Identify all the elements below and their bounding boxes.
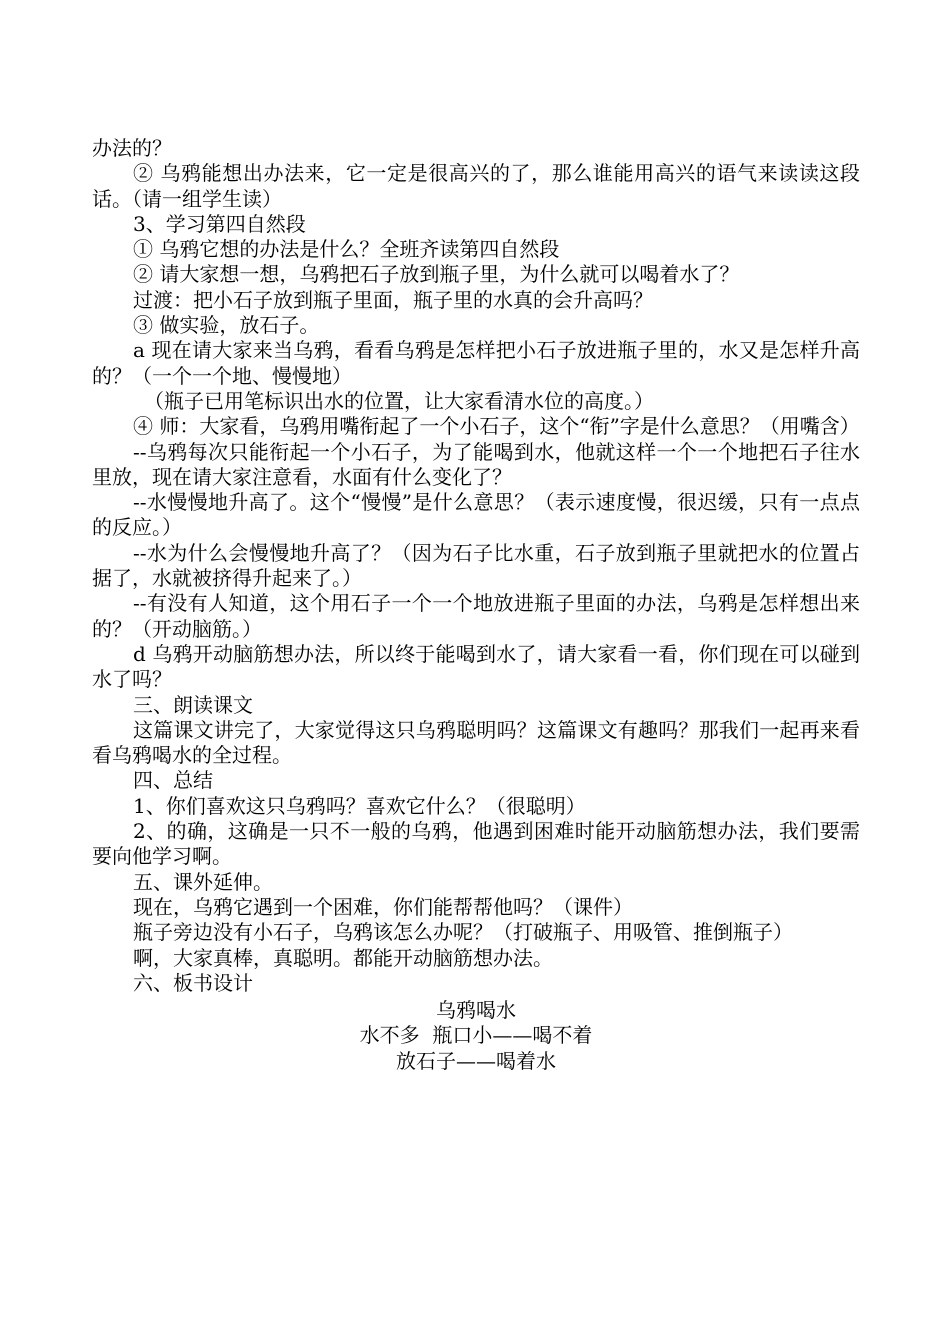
paragraph-transition: 过渡：把小石子放到瓶子里面，瓶子里的水真的会升高吗？ [133, 287, 653, 312]
paragraph-step-4-teacher: ④ 师：大家看，乌鸦用嘴衔起了一个小石子，这个“衔”字是什么意思？（用嘴含） [133, 414, 860, 439]
section-heading-read-aloud: 三、朗读课文 [133, 692, 253, 717]
board-design-title: 乌鸦喝水 [436, 998, 516, 1023]
paragraph-note-bottle: （瓶子已用笔标识出水的位置，让大家看清水位的高度。） [144, 388, 654, 413]
paragraph-step-1-method: ① 乌鸦它想的办法是什么？全班齐读第四自然段 [133, 237, 560, 262]
paragraph-dash-3: --水为什么会慢慢地升高了？（因为石子比水重，石子放到瓶子里就把水的位置占据了，水就被挤得升起来了。） [92, 540, 860, 591]
paragraph-extension-3: 啊，大家真棒，真聪明。都能开动脑筋想办法。 [133, 945, 553, 970]
board-design-line-2: 放石子——喝着水 [396, 1048, 556, 1073]
paragraph-read-aloud: 这篇课文讲完了，大家觉得这只乌鸦聪明吗？这篇课文有趣吗？那我们一起再来看看乌鸦喝水的全过程。 [92, 717, 860, 768]
paragraph-summary-1: 1、你们喜欢这只乌鸦吗？喜欢它什么？（很聪明） [133, 793, 586, 818]
section-heading-board-design: 六、板书设计 [133, 970, 253, 995]
section-heading-study-paragraph-4: 3、学习第四自然段 [133, 211, 306, 236]
board-design-line-1: 水不多 瓶口小——喝不着 [359, 1023, 593, 1048]
paragraph-continuation: 办法的？ [92, 136, 172, 160]
paragraph-step-2-reading: ② 乌鸦能想出办法来，它一定是很高兴的了，那么谁能用高兴的语气来读读这段话。（请一组学生读） [92, 161, 860, 211]
paragraph-summary-2: 2、的确，这确是一只不一般的乌鸦，他遇到困难时能开动脑筋想办法，我们要需要向他学习啊。 [92, 819, 860, 869]
paragraph-item-a: a 现在请大家来当乌鸦，看看乌鸦是怎样把小石子放进瓶子里的，水又是怎样升高的？（一个一个地、慢慢地） [92, 338, 860, 388]
paragraph-step-3-experiment: ③ 做实验，放石子。 [133, 313, 320, 338]
board-design [92, 998, 860, 1074]
section-heading-summary: 四、总结 [133, 768, 213, 793]
paragraph-step-2-question: ② 请大家想一想，乌鸦把石子放到瓶子里，为什么就可以喝着水了？ [133, 262, 740, 287]
paragraph-extension-1: 现在，乌鸦它遇到一个困难，你们能帮帮他吗？（课件） [133, 894, 633, 919]
paragraph-dash-4: --有没有人知道，这个用石子一个一个地放进瓶子里面的办法，乌鸦是怎样想出来的？（开动脑筋。） [92, 591, 860, 641]
paragraph-item-d: d 乌鸦开动脑筋想办法，所以终于能喝到水了，请大家看一看，你们现在可以碰到水了吗？ [92, 641, 860, 692]
paragraph-dash-1: --乌鸦每次只能衔起一个小石子，为了能喝到水，他就这样一个一个地把石子往水里放，现在请大家注意看，水面有什么变化了？ [92, 439, 860, 489]
paragraph-dash-2: --水慢慢地升高了。这个“慢慢”是什么意思？（表示速度慢，很迟缓，只有一点点的反应。） [92, 490, 860, 540]
section-heading-extension: 五、课外延伸。 [133, 869, 273, 894]
document-body [92, 136, 860, 1074]
paragraph-extension-2: 瓶子旁边没有小石子，乌鸦该怎么办呢？（打破瓶子、用吸管、推倒瓶子） [133, 920, 793, 945]
